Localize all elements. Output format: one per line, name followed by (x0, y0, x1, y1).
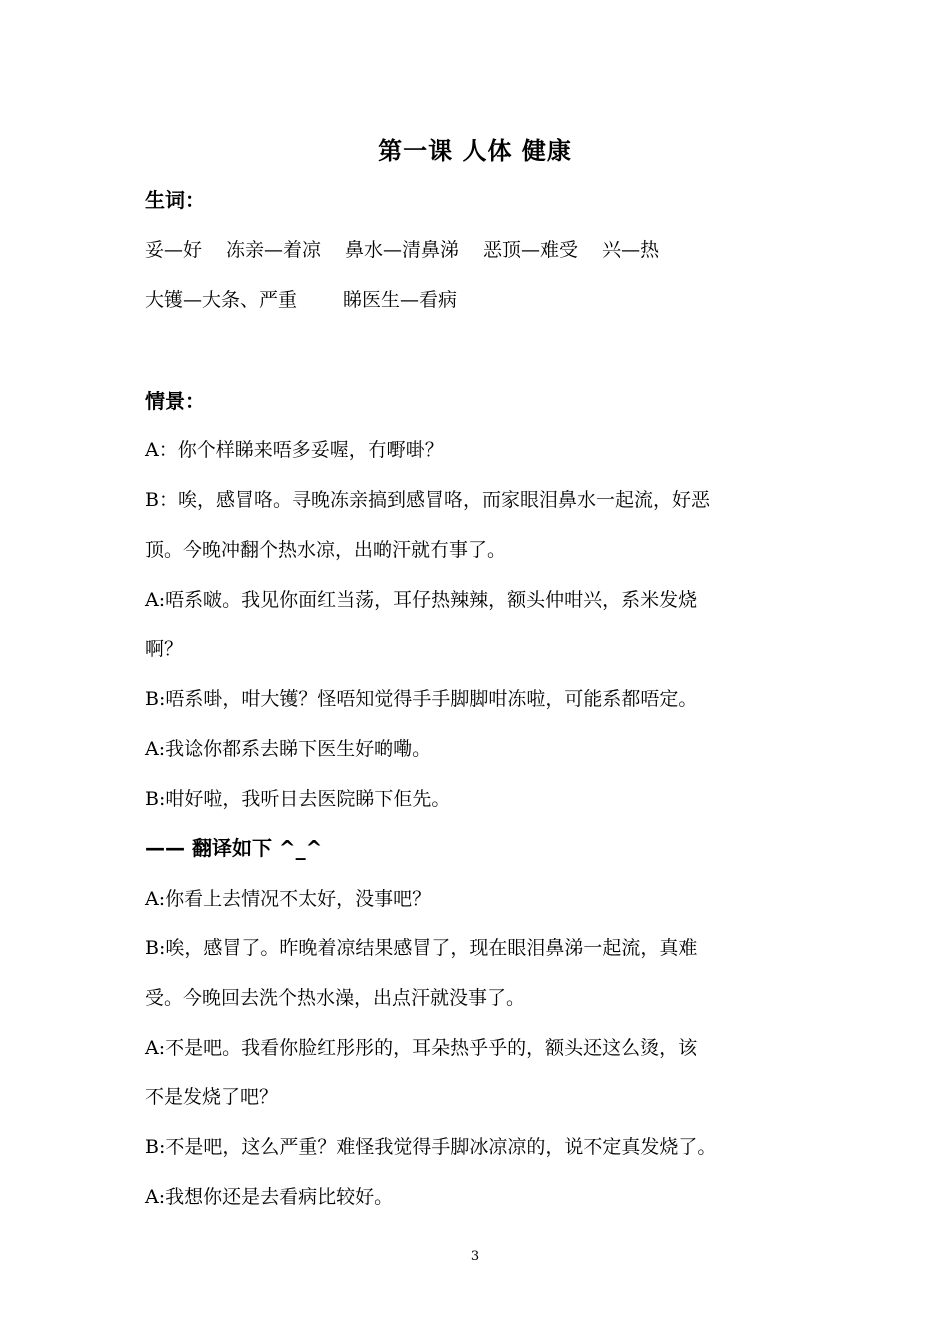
dialogue-line: 啊？ (145, 638, 184, 660)
dialogue-line: B:咁好啦，我听日去医院睇下佢先。 (145, 788, 451, 810)
vocab-item: 大镬—大条、严重 (145, 289, 298, 311)
vocab-row-1 (145, 235, 810, 265)
dialogue-line: B：唉，感冒咯。寻晚冻亲搞到感冒咯，而家眼泪鼻水一起流，好恶 (145, 489, 710, 511)
dialogue-line: 顶。今晚冲翻个热水凉，出啲汗就冇事了。 (145, 539, 507, 561)
vocab-item: 鼻水—清鼻涕 (345, 239, 460, 261)
translation-line: A:不是吧。我看你脸红彤彤的，耳朵热乎乎的，额头还这么烫，该 (145, 1037, 698, 1059)
vocab-item: 恶顶—难受 (483, 239, 579, 261)
translation-line: A:你看上去情况不太好，没事吧？ (145, 888, 432, 910)
vocab-heading: 生词： (145, 188, 205, 212)
dialogue-line: A：你个样睇来唔多妥喔，冇嘢啩？ (145, 439, 444, 461)
scene-heading: 情景： (145, 389, 205, 413)
lesson-title: 第一课 人体 健康 (378, 137, 572, 165)
vocab-item: 冻亲—着凉 (226, 239, 322, 261)
vocab-row-2 (145, 285, 810, 315)
translation-line: 不是发烧了吧？ (145, 1086, 279, 1108)
translation-line: B:不是吧，这么严重？难怪我觉得手脚冰凉凉的，说不定真发烧了。 (145, 1136, 717, 1158)
vocab-item: 睇医生—看病 (343, 289, 458, 311)
dialogue-line: A:唔系啵。我见你面红当荡，耳仔热辣辣，额头仲咁兴，系米发烧 (145, 589, 698, 611)
dialogue-line: B:唔系啩，咁大镬？怪唔知觉得手手脚脚咁冻啦，可能系都唔定。 (145, 688, 698, 710)
translation-line: B:唉，感冒了。昨晚着凉结果感冒了，现在眼泪鼻涕一起流，真难 (145, 937, 698, 959)
translation-line: A:我想你还是去看病比较好。 (145, 1186, 394, 1208)
translation-heading: —— 翻译如下 ^_^ (145, 836, 323, 860)
dialogue-line: A:我谂你都系去睇下医生好啲嘞。 (145, 738, 432, 760)
vocab-item: 妥—好 (145, 239, 203, 261)
page-number: 3 (470, 1249, 480, 1264)
translation-line: 受。今晚回去洗个热水澡，出点汗就没事了。 (145, 987, 526, 1009)
vocab-item: 兴—热 (602, 239, 660, 261)
